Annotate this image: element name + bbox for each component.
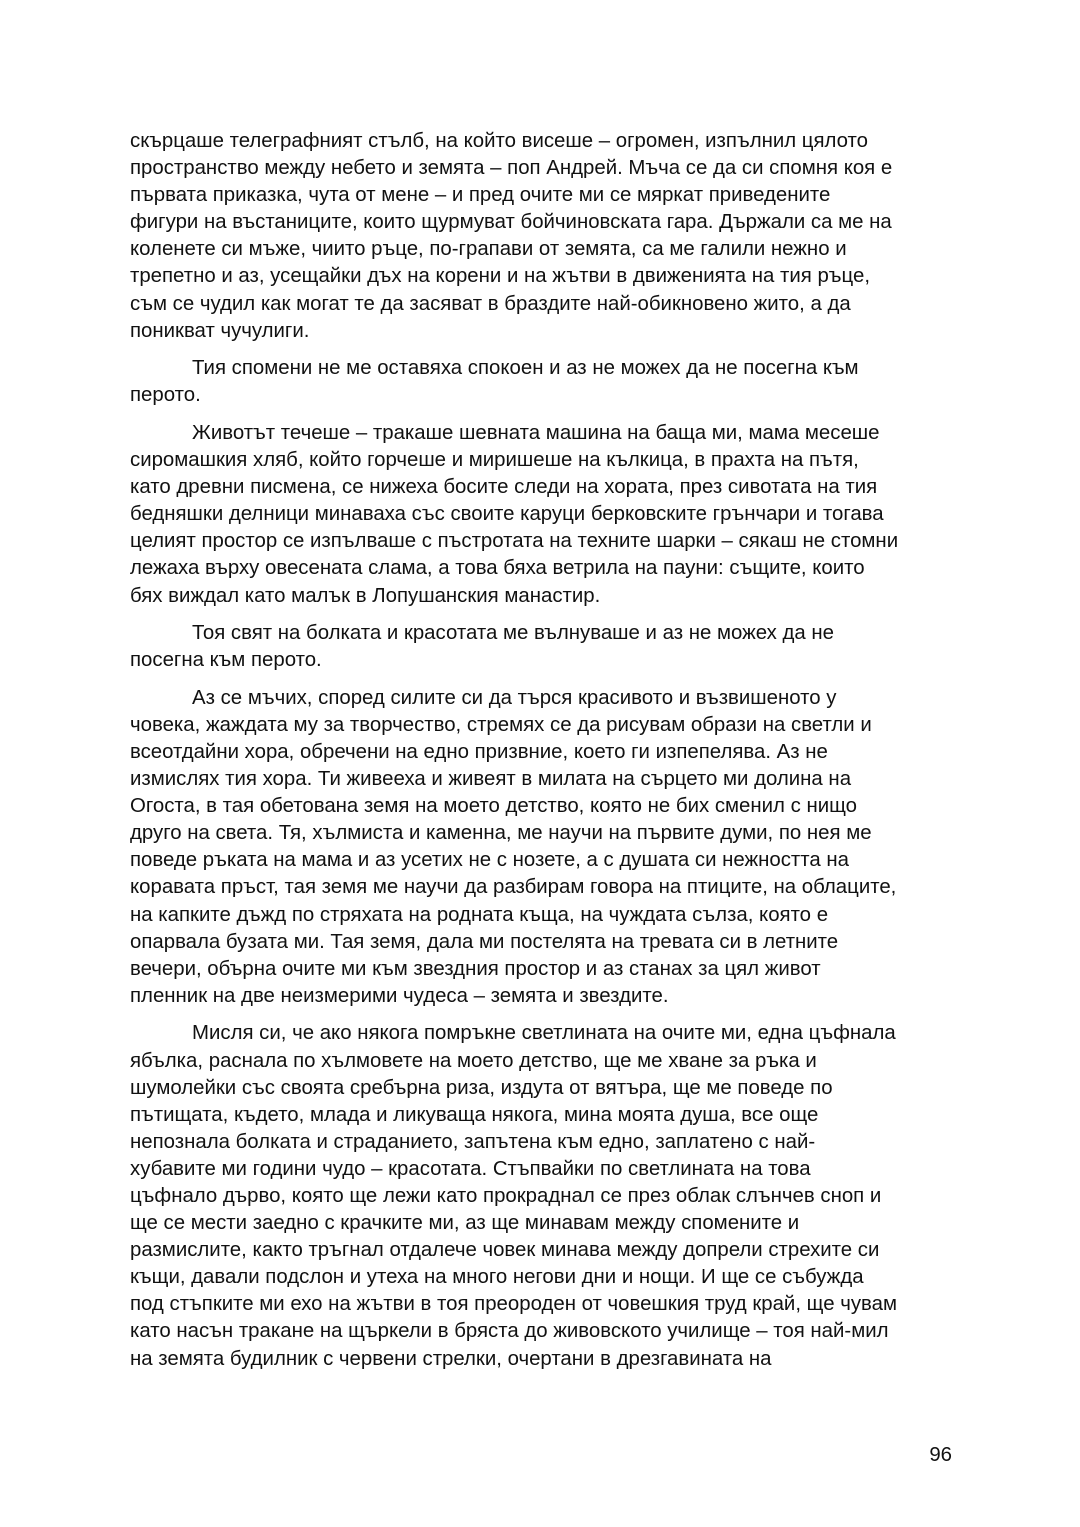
text-line: вечери, обърна очите ми към звездния простор и аз станах за цял живот — [130, 957, 821, 980]
text-line: като древни писмена, се нижеха босите следи на хората, през сивотата на тия — [130, 476, 878, 499]
text-line: ще се мести заедно с крачките ми, аз ще минавам между спомените и — [130, 1212, 800, 1235]
paragraph — [130, 1020, 952, 1372]
text-line: коравата пръст, тая земя ме научи да разбирам говора на птиците, на облаците, — [130, 876, 897, 899]
text-line: лежаха върху овесената слама, а това бяха ветрила на пауни: същите, които — [130, 557, 865, 580]
text-line: първата приказка, чута от мене – и пред очите ми се мяркат приведените — [130, 184, 831, 207]
body-text — [130, 128, 952, 1383]
text-line: непознала болката и страданието, запътена към едно, заплатено с най- — [130, 1130, 816, 1153]
text-line: перото. — [130, 384, 201, 407]
text-line: коленете си мъже, чиито ръце, по-грапави от земята, са ме галили нежно и — [130, 238, 847, 261]
text-line: на земята будилник с червени стрелки, очертани в дрезгавината на — [130, 1347, 772, 1370]
text-line: Аз се мъчих, според силите си да търся красивото и възвишеното у — [192, 686, 837, 709]
text-line: пространство между небето и земята – поп Андрей. Мъча се да си спомня коя е — [130, 157, 893, 180]
text-line: като насън тракане на щъркели в бряста до живовското училище – тоя най-мил — [130, 1320, 889, 1343]
text-line: целият простор се изпълваше с пъстротата на техните шарки – сякаш не стомни — [130, 530, 899, 553]
text-line: бедняшки делници минаваха със своите каруци берковските грънчари и тогава — [130, 503, 884, 526]
text-line: Животът течеше – тракаше шевната машина на баща ми, мама месеше — [192, 421, 880, 444]
text-line: поведе ръката на мама и аз усетих не с нозете, а с душата си нежността на — [130, 849, 849, 872]
text-line: опарвала бузата ми. Тая земя, дала ми постелята на тревата си в летните — [130, 930, 839, 953]
text-line: Тоя свят на болката и красотата ме вълнуваше и аз не можех да не — [192, 622, 835, 645]
text-line: измислях тия хора. Ти живееха и живеят в милата на сърцето ми долина на — [130, 768, 852, 791]
text-line: размислите, както тръгнал отдалече човек минава между допрели стрехите си — [130, 1239, 880, 1262]
text-line: сиромашкия хляб, който горчеше и миришеше на кълкица, в прахта на пътя, — [130, 449, 859, 472]
text-line: ябълка, раснала по хълмовете на моето детство, ще ме хване за ръка и — [130, 1049, 817, 1072]
text-line: поникват чучулиги. — [130, 319, 310, 342]
text-line: шумолейки със своята сребърна риза, издута от вятъра, ще ме поведе по — [130, 1076, 833, 1099]
text-line: бях виждал като малък в Лопушанския манастир. — [130, 584, 601, 607]
paragraph — [130, 420, 952, 610]
text-line: фигури на въстаниците, които щурмуват бойчиновската гара. Държали са ме на — [130, 211, 892, 234]
paragraph — [130, 685, 952, 1010]
text-line: човека, жаждата му за творчество, стремях се да рисувам образи на светли и — [130, 713, 872, 736]
text-line: къщи, давали подслон и утеха на много негови дни и нощи. И ще се събужда — [130, 1266, 864, 1289]
text-line: цъфнало дърво, която ще лежи като прокраднал се през облак слънчев сноп и — [130, 1184, 882, 1207]
text-line: друго на света. Тя, хълмиста и каменна, ме научи на първите думи, по нея ме — [130, 822, 872, 845]
text-line: всеотдайни хора, обречени на едно призвние, което ги изпепелява. Аз не — [130, 740, 828, 763]
text-line: Огоста, в тая обетована земя на моето детство, която не бих сменил с нищо — [130, 795, 858, 818]
paragraph — [130, 620, 952, 674]
paragraph — [130, 355, 952, 409]
text-line: пътищата, където, млада и ликуваща някога, мина моята душа, все още — [130, 1103, 819, 1126]
text-line: Мисля си, че ако някога помръкне светлината на очите ми, една цъфнала — [192, 1022, 896, 1045]
text-line: съм се чудил как могат те да засяват в браздите най-обикновено жито, а да — [130, 292, 851, 315]
text-line: посегна към перото. — [130, 649, 322, 672]
text-line: на капките дъжд по стряхата на родната къща, на чуждата сълза, която е — [130, 903, 829, 926]
text-line: Тия спомени не ме оставяха спокоен и аз не можех да не посегна към — [192, 357, 859, 380]
text-line: под стъпките ми ехо на жътви в тоя преороден от човешкия труд край, ще чувам — [130, 1293, 897, 1316]
text-line: трепетно и аз, усещайки дъх на корени и на жътви в движенията на тия ръце, — [130, 265, 870, 288]
text-line: хубавите ми години чудо – красотата. Стъпвайки по светлината на това — [130, 1157, 811, 1180]
text-line: пленник на две неизмерими чудеса – земята и звездите. — [130, 984, 669, 1007]
text-line: скърцаше телеграфният стълб, на който висеше – огромен, изпълнил цялото — [130, 130, 868, 152]
paragraph — [130, 128, 952, 345]
page-number: 96 — [929, 1444, 952, 1466]
